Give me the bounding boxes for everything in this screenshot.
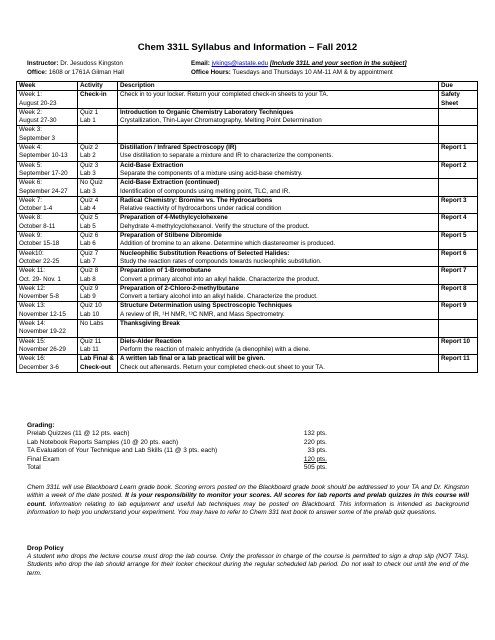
due-cell — [439, 214, 478, 232]
description-cell — [118, 144, 439, 162]
week-cell-line: September 3 — [19, 134, 56, 142]
activity-cell-line: Lab 7 — [80, 257, 96, 265]
schedule-row — [17, 144, 478, 162]
due-cell-line — [441, 223, 475, 231]
due-cell-line — [441, 205, 475, 213]
week-cell — [17, 214, 78, 232]
due-cell-line — [441, 328, 475, 336]
office-hours-value: Tuesdays and Thursdays 10 AM-11 AM & by appointment — [232, 68, 393, 76]
due-cell-line: Report 8 — [441, 284, 467, 292]
week-cell-line: October 8-11 — [19, 222, 56, 230]
grading-row — [27, 447, 327, 455]
activity-cell — [78, 284, 118, 302]
description-cell-line: Convert a primary alcohol into an alkyl halide. Characterize the product. — [120, 275, 320, 283]
due-cell-line — [441, 126, 475, 134]
due-cell-line: Report 7 — [441, 267, 467, 275]
description-cell — [118, 249, 439, 267]
schedule-row — [17, 232, 478, 250]
activity-cell-line: Lab 5 — [80, 222, 96, 230]
description-cell — [118, 214, 439, 232]
due-cell-line: Report 6 — [441, 249, 467, 257]
header-activity: Activity — [78, 82, 118, 91]
activity-cell — [78, 302, 118, 320]
grading-label: Total — [27, 464, 41, 472]
due-cell-line — [441, 135, 475, 143]
activity-cell — [78, 196, 118, 214]
office-label: Office: — [27, 68, 47, 76]
activity-cell-line: Lab 3 — [80, 187, 96, 195]
email-note: [Include 331L and your section in the subject] — [269, 60, 407, 67]
description-cell-line: Dehydrate 4-methylcyclohexanol. Verify the structure of the product. — [120, 222, 310, 230]
description-cell — [118, 126, 439, 144]
schedule-row — [17, 302, 478, 320]
schedule-row — [17, 91, 478, 109]
schedule-table — [16, 81, 478, 373]
schedule-row — [17, 108, 478, 126]
description-cell-line: Use distillation to separate a mixture and IR to characterize the components. — [120, 152, 334, 160]
schedule-row — [17, 249, 478, 267]
due-cell — [439, 302, 478, 320]
grading-label: Final Exam — [27, 455, 60, 463]
description-cell — [118, 108, 439, 126]
week-cell-line: Week 9: — [19, 232, 42, 240]
due-cell-line — [441, 240, 475, 248]
blackboard-text: Chem 331L will use Blackboard Learn grade book. Scoring errors posted on the Blackboard grade book should be addressed to your TA and Dr. Kingston within a week of the date posted. — [27, 484, 469, 500]
week-cell-line: September 10-13 — [19, 152, 68, 160]
due-cell — [439, 161, 478, 179]
grading-points: 33 pts. — [307, 447, 327, 455]
grading-label: TA Evaluation of Your Technique and Lab Skills (11 @ 3 pts. each) — [27, 447, 218, 455]
due-cell — [439, 108, 478, 126]
schedule-row — [17, 284, 478, 302]
description-cell-line: Distillation / Infrared Spectroscopy (IR) — [120, 144, 237, 152]
schedule-header-row — [17, 82, 478, 91]
week-cell-line: August 27-30 — [19, 117, 57, 125]
description-cell — [118, 337, 439, 355]
week-cell-line: Week 6: — [19, 179, 42, 187]
description-cell-line: Perform the reaction of maleic anhydride (a dienophile) with a diene. — [120, 345, 311, 353]
activity-cell — [78, 91, 118, 109]
week-cell-line: Week10: — [19, 249, 44, 257]
activity-cell-line: Lab 2 — [80, 152, 96, 160]
activity-cell-line: Lab 11 — [80, 345, 99, 353]
description-cell-line: Separate the components of a mixture using acid-base chemistry. — [120, 169, 303, 177]
week-cell — [17, 284, 78, 302]
due-cell-line — [441, 188, 475, 196]
week-cell-line: Week 2: — [19, 108, 42, 116]
due-cell — [439, 91, 478, 109]
schedule-row — [17, 337, 478, 355]
activity-cell-line: Lab 4 — [80, 205, 96, 213]
due-cell — [439, 196, 478, 214]
description-cell-line: Identification of compounds using melting point, TLC, and IR. — [120, 187, 290, 195]
description-cell — [118, 179, 439, 197]
week-cell-line: Week 15: — [19, 337, 46, 345]
description-cell — [118, 302, 439, 320]
activity-cell — [78, 161, 118, 179]
due-cell-line: Report 2 — [441, 161, 467, 169]
week-cell — [17, 249, 78, 267]
schedule-row — [17, 355, 478, 373]
description-cell-line: Preparation of Stilbene Dibromide — [120, 232, 222, 240]
activity-cell-line: Lab Final & — [80, 355, 114, 363]
due-cell-line: Safety — [441, 91, 460, 99]
week-cell-line: November 12-15 — [19, 310, 66, 318]
activity-cell — [78, 214, 118, 232]
schedule-row — [17, 179, 478, 197]
due-cell-line: Report 5 — [441, 232, 467, 240]
week-cell-line: Week 14: — [19, 320, 46, 328]
due-cell-line — [441, 364, 475, 372]
header-week: Week — [17, 82, 78, 91]
grading-points: 132 pts. — [303, 430, 327, 438]
description-cell-line: Convert a tertiary alcohol into an alkyl halide. Characterize the product. — [120, 293, 318, 301]
due-cell-line: Sheet — [441, 99, 459, 107]
week-cell-line: Week 3: — [19, 126, 42, 134]
description-cell-line: Preparation of 4-Methylcyclohexene — [120, 214, 228, 222]
week-cell-line: Week 4: — [19, 144, 42, 152]
activity-cell-line — [80, 126, 115, 134]
due-cell-line — [441, 346, 475, 354]
description-cell-line: Relative reactivity of hydrocarbons under radical condition — [120, 205, 282, 213]
description-cell-line: Radical Chemistry: Bromine vs. The Hydrocarbons — [120, 196, 273, 204]
week-cell — [17, 196, 78, 214]
due-cell-line — [441, 258, 475, 266]
drop-policy-paragraph: A student who drops the lecture course must drop the lab course. Only the professor in charge of the course is permitted to sign a drop slip (NOT TAs). Students who drop the lab should arrange for their locker checkout during the regular scheduled lab period. Do not wait to check out until the end of the term. — [27, 553, 469, 577]
activity-cell-line: Lab 1 — [80, 117, 96, 125]
description-cell — [118, 284, 439, 302]
due-cell-line: Report 4 — [441, 214, 467, 222]
description-cell-line: Diels-Alder Reaction — [120, 337, 182, 345]
schedule-row — [17, 214, 478, 232]
description-cell — [118, 267, 439, 285]
activity-cell-line: Quiz 6 — [80, 232, 99, 240]
grading-points: 120 pts. — [303, 455, 327, 463]
activity-cell-line: Quiz 9 — [80, 284, 99, 292]
page-title: Chem 331L Syllabus and Information – Fall 2012 — [137, 42, 358, 53]
blackboard-info-text: Information relating to lab equipment and useful lab techniques may be posted on Blackboard. This information is intended as background information to help you understand your experiment. You may have to refer to Chem 331 text book to answer some of the prelab quiz questions. — [27, 500, 469, 517]
grading-row — [27, 464, 327, 472]
activity-cell — [78, 267, 118, 285]
activity-cell-line: Quiz 8 — [80, 267, 99, 275]
week-cell-line: Week 7: — [19, 196, 42, 204]
description-cell — [118, 91, 439, 109]
description-cell-line: Preparation of 2-Chloro-2-methylbutane — [120, 284, 239, 292]
due-cell-line: Report 10 — [441, 337, 471, 345]
email-link[interactable]: jvkings@iastate.edu — [211, 60, 269, 67]
due-cell-line: Report 9 — [441, 302, 467, 310]
due-cell-line — [441, 320, 475, 328]
blackboard-responsibility-text: It is your responsibility to monitor your scores. All scores for lab reports and prelab quizzes in this course will count. — [27, 492, 469, 508]
description-cell-line: A review of IR, ¹H NMR, ¹³C NMR, and Mass Spectrometry. — [120, 310, 285, 318]
drop-policy-heading: Drop Policy — [27, 545, 64, 552]
activity-cell-line — [80, 100, 115, 108]
activity-cell-line: Lab 8 — [80, 275, 96, 283]
week-cell-line: Week 8: — [19, 214, 42, 222]
week-cell-line: August 20-23 — [19, 99, 57, 107]
description-cell-line: Check out afterwards. Return your completed check-out sheet to your TA. — [120, 363, 325, 371]
due-cell — [439, 337, 478, 355]
description-cell-line: Structure Determination using Spectroscopic Techniques — [120, 302, 293, 310]
description-cell-line: Acid-Base Extraction — [120, 161, 184, 169]
week-cell-line: September 24-27 — [19, 187, 68, 195]
activity-cell-line: Lab 10 — [80, 310, 100, 318]
grading-heading: Grading: — [27, 422, 55, 429]
week-cell — [17, 232, 78, 250]
activity-cell-line: Check-in — [80, 91, 107, 99]
due-cell-line — [441, 311, 475, 319]
instructor-name: Dr. Jesudoss Kingston — [60, 60, 123, 67]
due-cell — [439, 284, 478, 302]
email-label: Email: — [191, 60, 210, 67]
week-cell — [17, 320, 78, 338]
week-cell-line: Week 11: — [19, 267, 46, 275]
week-cell-line: October 15-18 — [19, 240, 60, 248]
description-cell-line: Acid-Base Extraction (continued) — [120, 179, 220, 187]
due-cell-line — [441, 293, 475, 301]
schedule-row — [17, 126, 478, 144]
grading-row — [27, 430, 327, 438]
description-cell-line — [120, 100, 436, 108]
activity-cell — [78, 249, 118, 267]
week-cell-line: Week 16: — [19, 355, 46, 363]
due-cell-line — [441, 179, 475, 187]
activity-cell-line: No Labs — [80, 320, 104, 328]
week-cell-line: November 19-22 — [19, 328, 66, 336]
week-cell — [17, 161, 78, 179]
activity-cell-line: Quiz 1 — [80, 108, 99, 116]
week-cell-line: Week 5: — [19, 161, 42, 169]
week-cell-line: September 17-20 — [19, 169, 68, 177]
due-cell-line — [441, 170, 475, 178]
office-location: 1608 or 1761A Gilman Hall — [48, 68, 124, 76]
due-cell — [439, 267, 478, 285]
due-cell — [439, 126, 478, 144]
week-cell-line: Oct. 29- Nov. 1 — [19, 275, 61, 283]
schedule-row — [17, 267, 478, 285]
due-cell — [439, 232, 478, 250]
activity-cell-line: Lab 3 — [80, 169, 96, 177]
activity-cell — [78, 179, 118, 197]
activity-cell-line: Quiz 7 — [80, 249, 99, 257]
instructor-label: Instructor: — [27, 60, 59, 67]
activity-cell-line — [80, 328, 115, 336]
week-cell — [17, 267, 78, 285]
due-cell — [439, 249, 478, 267]
due-cell-line: Report 3 — [441, 196, 467, 204]
week-cell-line: December 3-6 — [19, 363, 59, 371]
due-cell-line — [441, 109, 475, 117]
week-cell — [17, 355, 78, 373]
grading-row — [27, 456, 327, 464]
description-cell-line: Addition of bromine to an alkene. Determine which diastereomer is produced. — [120, 240, 336, 248]
activity-cell — [78, 337, 118, 355]
description-cell-line: Study the reaction rates of compounds towards nucleophilic substitution. — [120, 257, 322, 265]
description-cell-line — [120, 328, 436, 336]
activity-cell — [78, 144, 118, 162]
activity-cell-line: Quiz 5 — [80, 214, 99, 222]
activity-cell — [78, 108, 118, 126]
activity-cell-line: Quiz 3 — [80, 161, 99, 169]
week-cell — [17, 144, 78, 162]
grading-label: Prelab Quizzes (11 @ 12 pts. each) — [27, 430, 130, 438]
description-cell-line — [120, 135, 436, 143]
grading-points: 220 pts. — [303, 438, 327, 446]
contact-block — [191, 60, 407, 77]
header-description: Description — [118, 82, 439, 91]
week-cell — [17, 337, 78, 355]
description-cell — [118, 232, 439, 250]
due-cell — [439, 144, 478, 162]
description-cell-line: A written lab final or a lab practical will be given. — [120, 355, 265, 363]
week-cell — [17, 91, 78, 109]
activity-cell — [78, 355, 118, 373]
due-cell-line — [441, 276, 475, 284]
schedule-row — [17, 161, 478, 179]
activity-cell-line: Quiz 2 — [80, 144, 99, 152]
due-cell-line: Report 1 — [441, 144, 467, 152]
schedule-body — [17, 91, 478, 373]
activity-cell-line: Check-out — [80, 363, 111, 371]
week-cell-line: Week 1: — [19, 91, 42, 99]
activity-cell-line: No Quiz — [80, 179, 103, 187]
description-cell — [118, 320, 439, 338]
activity-cell — [78, 126, 118, 144]
week-cell-line: Week 13: — [19, 302, 46, 310]
activity-cell-line — [80, 135, 115, 143]
grading-section — [27, 422, 327, 472]
activity-cell-line: Quiz 4 — [80, 196, 99, 204]
week-cell-line: October 22-25 — [19, 257, 60, 265]
activity-cell-line: Quiz 10 — [80, 302, 102, 310]
description-cell — [118, 161, 439, 179]
description-cell-line: Introduction to Organic Chemistry Laboratory Techniques — [120, 108, 294, 116]
grading-row — [27, 439, 327, 447]
header-due: Due — [439, 82, 478, 91]
description-cell-line: Nucleophilic Substitution Reactions of Selected Halides: — [120, 249, 290, 257]
due-cell-line — [441, 152, 475, 160]
activity-cell — [78, 320, 118, 338]
description-cell — [118, 355, 439, 373]
activity-cell-line: Lab 6 — [80, 240, 96, 248]
week-cell — [17, 302, 78, 320]
schedule-row — [17, 320, 478, 338]
week-cell-line: November 5-8 — [19, 293, 59, 301]
office-hours-label: Office Hours: — [191, 68, 231, 76]
due-cell-line — [441, 117, 475, 125]
week-cell-line: Week 12: — [19, 284, 46, 292]
due-cell — [439, 179, 478, 197]
blackboard-paragraph — [27, 484, 469, 518]
instructor-block — [27, 60, 124, 77]
grading-points: 505 pts. — [303, 464, 327, 472]
description-cell-line: Preparation of 1-Bromobutane — [120, 267, 211, 275]
activity-cell — [78, 232, 118, 250]
description-cell-line: Crystallization, Thin-Layer Chromatography, Melting Point Determination — [120, 117, 322, 125]
week-cell — [17, 126, 78, 144]
schedule-row — [17, 196, 478, 214]
week-cell — [17, 179, 78, 197]
week-cell — [17, 108, 78, 126]
due-cell-line: Report 11 — [441, 355, 470, 363]
description-cell-line: Thanksgiving Break — [120, 320, 180, 328]
week-cell-line: October 1-4 — [19, 205, 53, 213]
description-cell — [118, 196, 439, 214]
due-cell — [439, 320, 478, 338]
grading-label: Lab Notebook Reports Samples (10 @ 20 pts. each) — [27, 438, 179, 446]
description-cell-line — [120, 126, 436, 134]
activity-cell-line: Quiz 11 — [80, 337, 102, 345]
week-cell-line: November 26-29 — [19, 345, 66, 353]
description-cell-line: Check in to your locker. Return your completed check-in sheets to your TA. — [120, 91, 329, 99]
activity-cell-line: Lab 9 — [80, 293, 96, 301]
due-cell — [439, 355, 478, 373]
